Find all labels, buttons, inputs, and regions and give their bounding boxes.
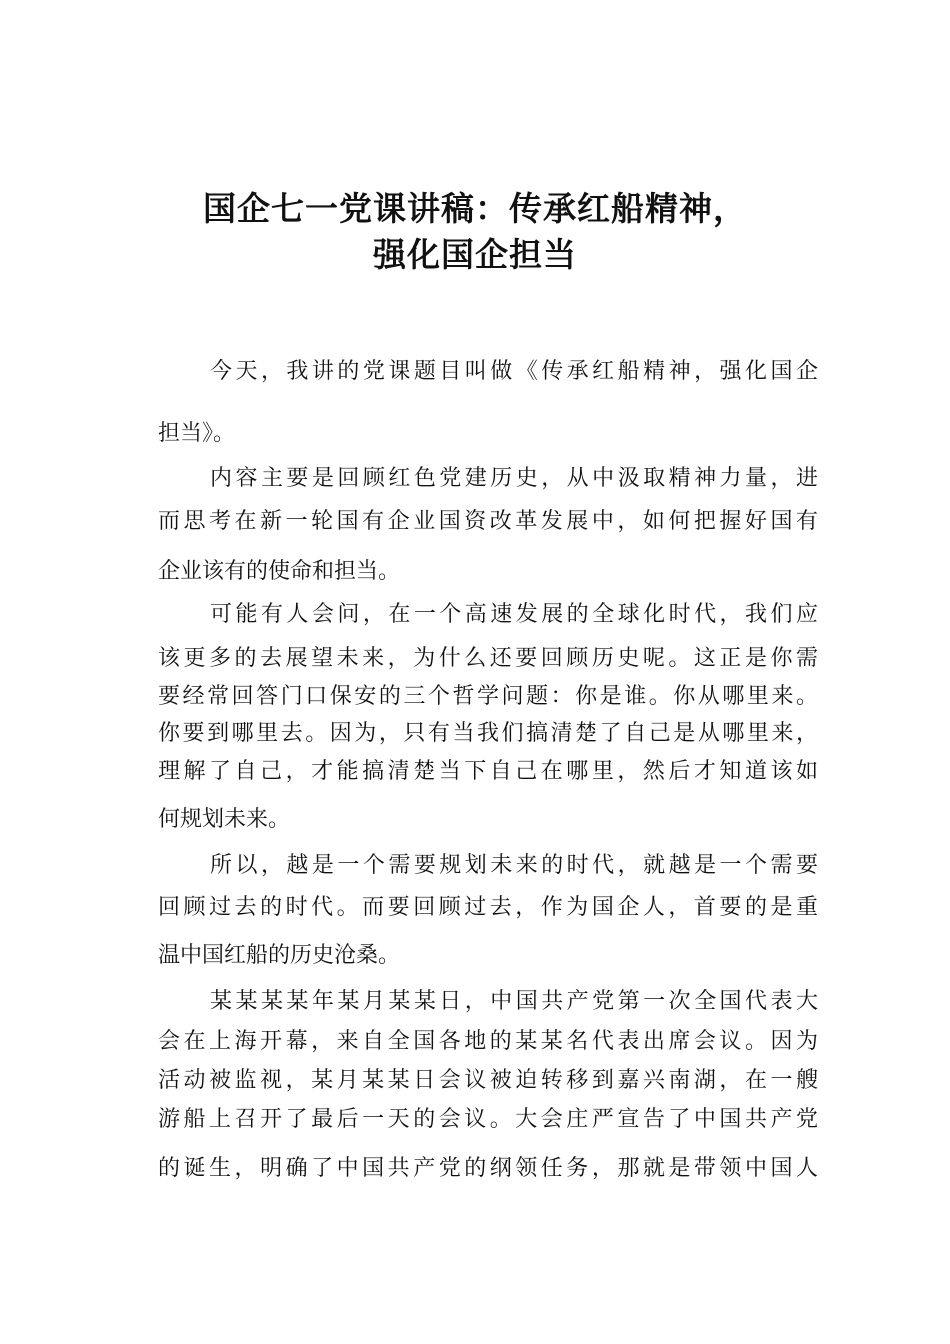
paragraph-line: 今天，我讲的党课题目叫做《传承红船精神，强化国企 (210, 359, 818, 384)
paragraph-line: 要经常回答门口保安的三个哲学问题：你是谁。你从哪里来。 (158, 684, 818, 709)
title-line-1: 国企七一党课讲稿：传承红船精神， (203, 189, 747, 228)
paragraph-line: 的诞生，明确了中国共产党的纲领任务，那就是带领中国人 (158, 1156, 818, 1181)
paragraph-line: 你要到哪里去。因为，只有当我们搞清楚了自己是从哪里来， (158, 721, 818, 746)
paragraph-line: 温中国红船的历史沧桑。 (158, 943, 401, 968)
paragraph-line: 理解了自己，才能搞清楚当下自己在哪里，然后才知道该如 (158, 759, 818, 784)
paragraph-line: 企业该有的使命和担当。 (158, 559, 401, 584)
paragraph-line: 可能有人会问，在一个高速发展的全球化时代，我们应 (210, 602, 818, 627)
paragraph-line: 会在上海开幕，来自全国各地的某某名代表出席会议。因为 (158, 1029, 818, 1054)
paragraph-line: 而思考在新一轮国有企业国资改革发展中，如何把握好国有 (158, 509, 818, 534)
paragraph-line: 某某某某年某月某某日，中国共产党第一次全国代表大 (210, 989, 818, 1014)
document-title (0, 186, 950, 278)
paragraph-line: 游船上召开了最后一天的会议。大会庄严宣告了中国共产党 (158, 1107, 818, 1132)
paragraph-line: 所以，越是一个需要规划未来的时代，就越是一个需要 (210, 853, 818, 878)
paragraph-line: 内容主要是回顾红色党建历史，从中汲取精神力量，进 (210, 466, 818, 491)
paragraph-line: 回顾过去的时代。而要回顾过去，作为国企人，首要的是重 (158, 895, 818, 920)
paragraph-line: 何规划未来。 (158, 807, 291, 832)
paragraph-line: 活动被监视，某月某某日会议被迫转移到嘉兴南湖，在一艘 (158, 1068, 818, 1093)
paragraph-line: 担当》。 (158, 421, 236, 446)
title-line-2: 强化国企担当 (373, 235, 577, 274)
paragraph-line: 该更多的去展望未来，为什么还要回顾历史呢。这正是你需 (158, 646, 818, 671)
